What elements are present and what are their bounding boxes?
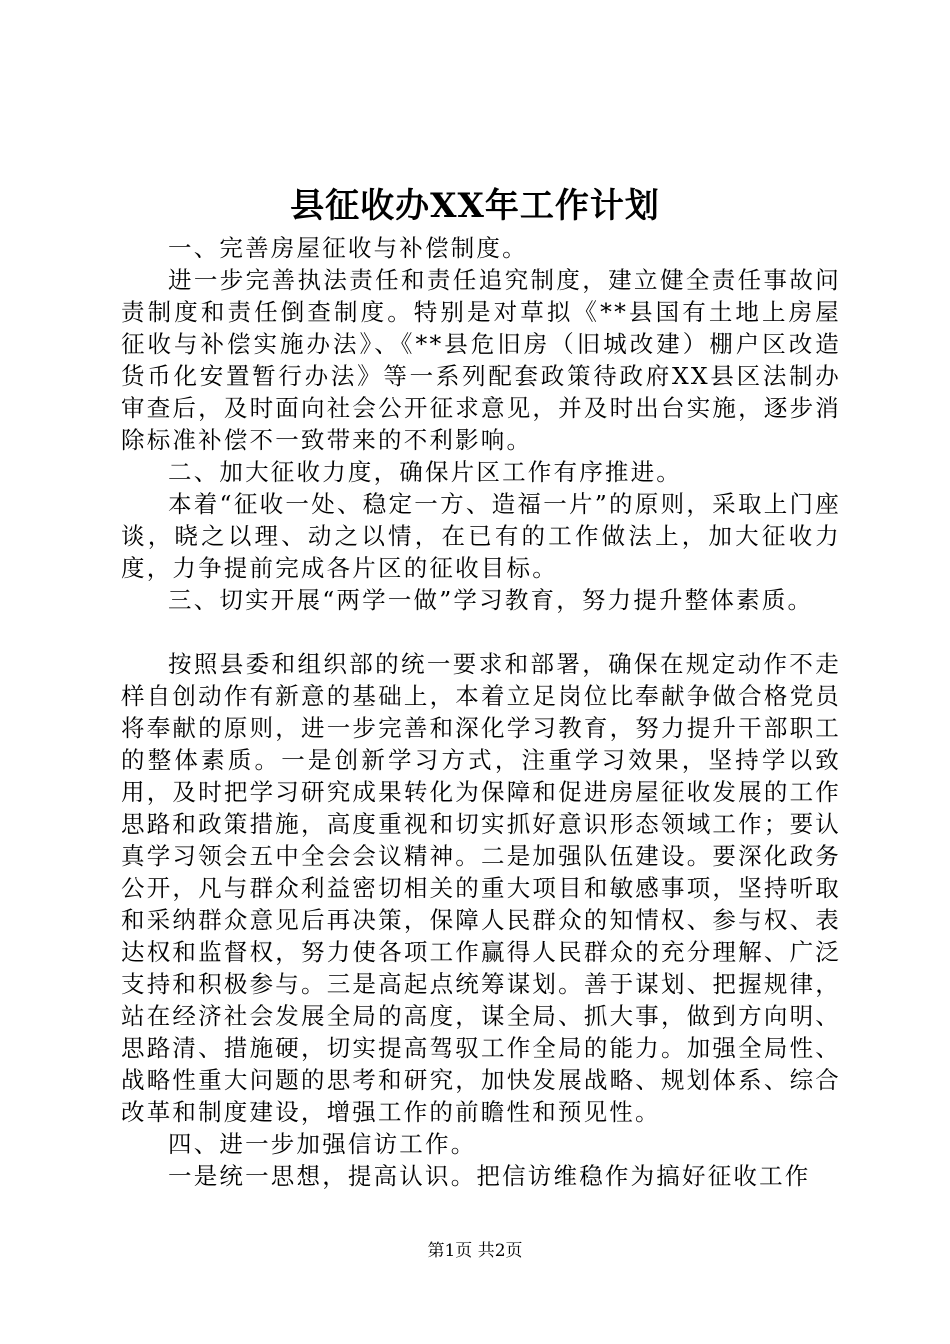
document-title: 县征收办XX年工作计划 (290, 186, 660, 226)
paragraph-spacer (121, 616, 841, 648)
section-heading-2: 二、加大征收力度，确保片区工作有序推进。 (168, 458, 682, 486)
body-paragraph-1: 进一步完善执法责任和责任追究制度，建立健全责任事故问责制度和责任倒查制度。特别是对草拟《**县国有土地上房屋征收与补偿实施办法》、《**县危旧房（旧城改建）棚户区改造货币化安置暂行办法》等一系列配套政策待政府XX县区法制办审查后，及时面向社会公开征求意见，并及时出台实施，逐步消除标准补偿不一致带来的不利影响。 (121, 266, 841, 454)
body-paragraph-2: 本着“征收一处、稳定一方、造福一片”的原则，采取上门座谈，晓之以理、动之以情，在已有的工作做法上，加大征收力度，力争提前完成各片区的征收目标。 (121, 490, 841, 582)
section-heading-4: 四、进一步加强信访工作。 (168, 1130, 477, 1158)
section-heading-3: 三、切实开展“两学一做”学习教育，努力提升整体素质。 (168, 586, 814, 614)
body-paragraph-3: 按照县委和组织部的统一要求和部署，确保在规定动作不走样自创动作有新意的基础上，本着立足岗位比奉献争做合格党员将奉献的原则，进一步完善和深化学习教育，努力提升干部职工的整体素质。一是创新学习方式，注重学习效果，坚持学以致用，及时把学习研究成果转化为保障和促进房屋征收发展的工作思路和政策措施，高度重视和切实抓好意识形态领域工作；要认真学习领会五中全会会议精神。二是加强队伍建设。要深化政务公开，凡与群众利益密切相关的重大项目和敏感事项，坚持听取和采纳群众意见后再决策，保障人民群众的知情权、参与权、表达权和监督权，努力使各项工作赢得人民群众的充分理解、广泛支持和积极参与。三是高起点统筹谋划。善于谋划、把握规律，站在经济社会发展全局的高度，谋全局、抓大事，做到方向明、思路清、措施硬，切实提高驾驭工作全局的能力。加强全局性、战略性重大问题的思考和研究，加快发展战略、规划体系、综合改革和制度建设，增强工作的前瞻性和预见性。 (121, 650, 841, 1126)
section-heading-1: 一、完善房屋征收与补偿制度。 (168, 234, 528, 262)
document-body (121, 232, 841, 1192)
page-footer: 第1页 共2页 (427, 1241, 523, 1261)
body-paragraph-4: 一是统一思想，提高认识。把信访维稳作为搞好征收工作 (168, 1162, 811, 1190)
